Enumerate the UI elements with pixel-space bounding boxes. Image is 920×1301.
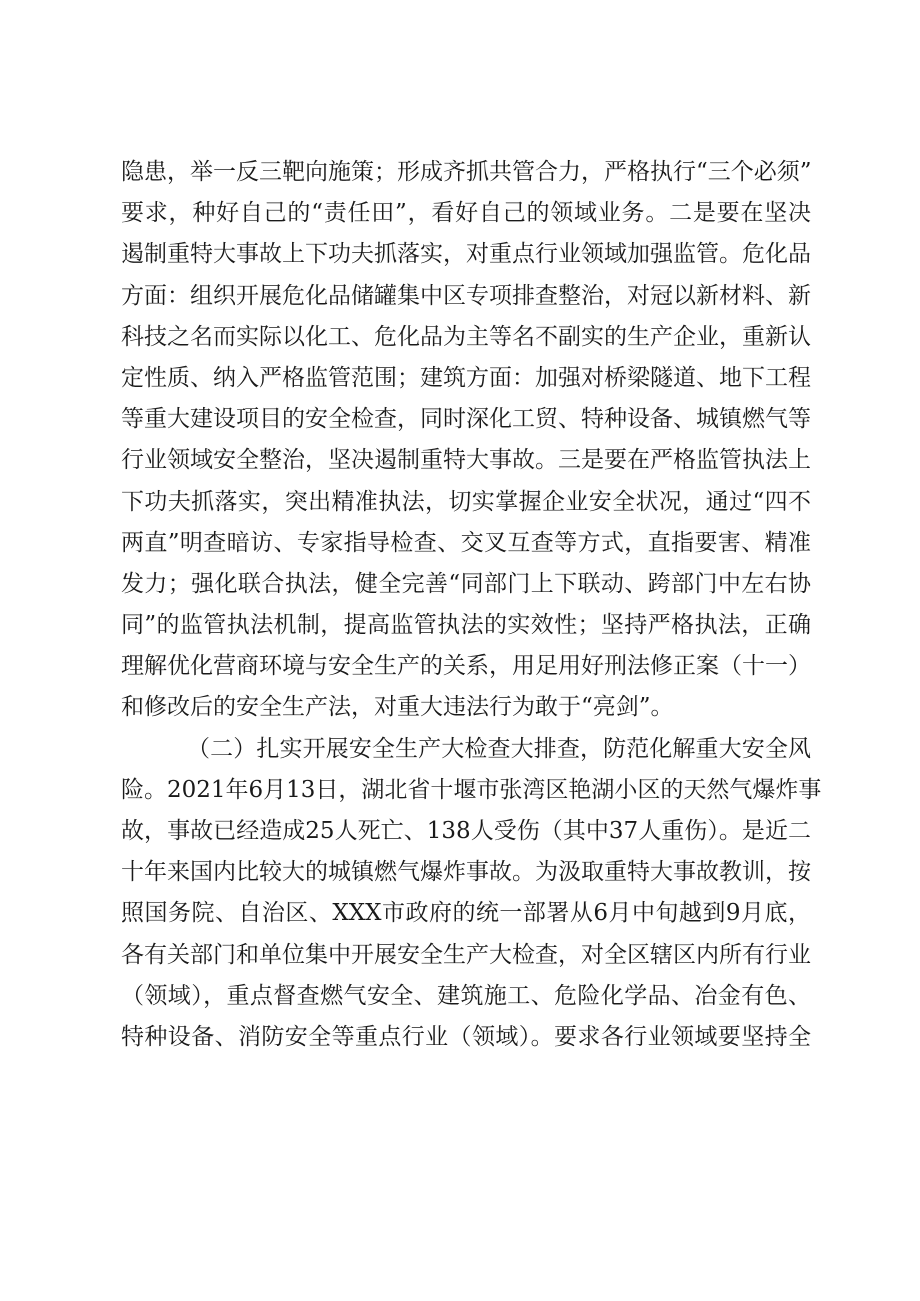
paragraph-1 xyxy=(121,152,811,729)
text-line: 和修改后的安全生产法，对重大违法行为敢于“亮剑”。 xyxy=(121,694,674,721)
text-line: 两直”明查暗访、专家指导检查、交叉互查等方式，直指要害、精准 xyxy=(121,529,811,556)
text-line: 同”的监管执法机制，提高监管执法的实效性；坚持严格执法，正确 xyxy=(121,612,811,639)
body-text xyxy=(121,152,822,1058)
text-line: 定性质、纳入严格监管范围；建筑方面：加强对桥梁隧道、地下工程 xyxy=(121,364,811,391)
text-line: 十年来国内比较大的城镇燃气爆炸事故。为汲取重特大事故教训，按 xyxy=(121,859,811,886)
text-line: 方面：组织开展危化品储罐集中区专项排查整治，对冠以新材料、新 xyxy=(121,282,811,309)
text-line: 发力；强化联合执法，健全完善“同部门上下联动、跨部门中左右协 xyxy=(121,570,811,597)
text-line: （领域），重点督查燃气安全、建筑施工、危险化学品、冶金有色、 xyxy=(121,982,811,1009)
paragraph-2 xyxy=(121,729,822,1059)
text-line: 科技之名而实际以化工、危化品为主等名不副实的生产企业，重新认 xyxy=(121,323,811,350)
text-line: 特种设备、消防安全等重点行业（领域）。要求各行业领域要坚持全 xyxy=(121,1023,811,1050)
text-line: 各有关部门和单位集中开展安全生产大检查，对全区辖区内所有行业 xyxy=(121,941,811,968)
text-line: 理解优化营商环境与安全生产的关系，用足用好刑法修正案（十一） xyxy=(121,653,811,680)
text-line: 照国务院、自治区、XXX市政府的统一部署从6月中旬越到9月底， xyxy=(121,900,811,927)
text-line: 遏制重特大事故上下功夫抓落实，对重点行业领域加强监管。危化品 xyxy=(121,241,811,268)
text-line: 等重大建设项目的安全检查，同时深化工贸、特种设备、城镇燃气等 xyxy=(121,406,811,433)
text-line: 下功夫抓落实，突出精准执法，切实掌握企业安全状况，通过“四不 xyxy=(121,488,811,515)
text-line: 故，事故已经造成25人死亡、138人受伤（其中37人重伤）。是近二 xyxy=(121,818,811,844)
text-line: 要求，种好自己的“责任田”，看好自己的领域业务。二是要在坚决 xyxy=(121,200,811,227)
text-line: 险。2021年6月13日，湖北省十堰市张湾区艳湖小区的天然气爆炸事 xyxy=(121,776,822,803)
text-line: 行业领域安全整治，坚决遏制重特大事故。三是要在严格监管执法上 xyxy=(121,447,811,474)
text-line: 隐患，举一反三靶向施策；形成齐抓共管合力，严格执行“三个必须” xyxy=(121,159,812,185)
text-line: （二）扎实开展安全生产大检查大排查，防范化解重大安全风 xyxy=(187,735,811,762)
